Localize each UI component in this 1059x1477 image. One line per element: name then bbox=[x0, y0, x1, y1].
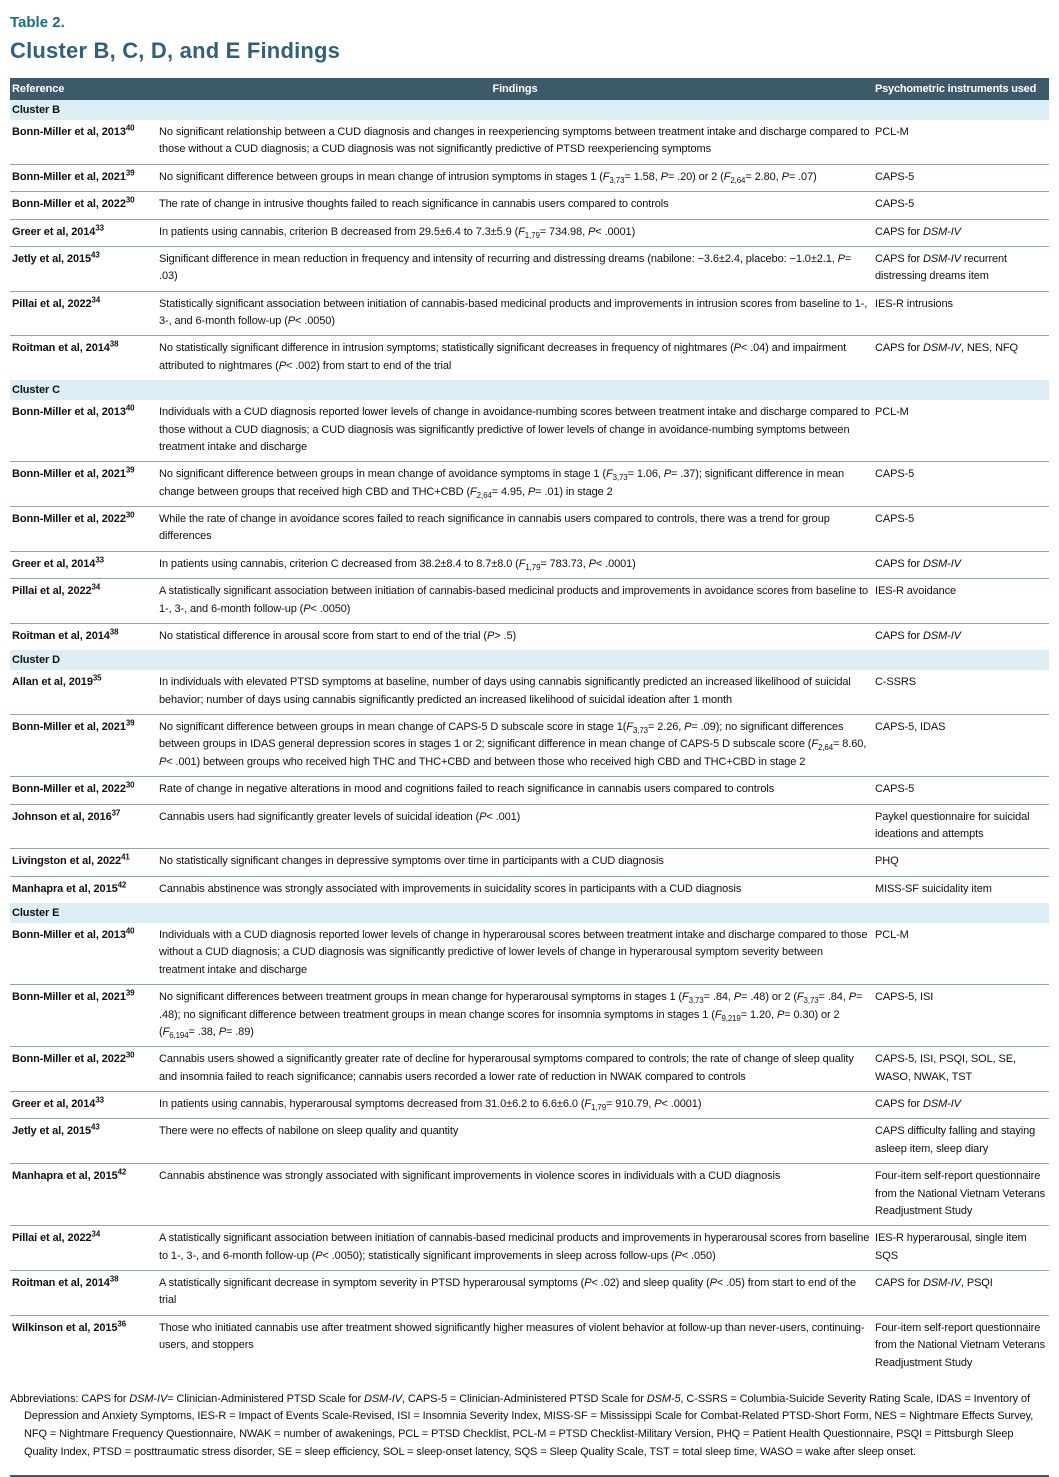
table-row bbox=[10, 849, 1049, 876]
findings-cell: A statistically significant association between initiation of cannabis-based medicinal products and improvements in avoidance scores from baseline to 1-, 3-, and 6-month follow-up (P< .0050) bbox=[159, 585, 869, 615]
findings-cell: Significant difference in mean reduction in frequency and intensity of recurring and distressing dreams (nabilone: −3.6±2.4, placebo: −1.0±2.1, P= .03) bbox=[159, 252, 852, 283]
instruments-cell: C-SSRS bbox=[875, 676, 916, 689]
table-row bbox=[10, 1226, 1049, 1271]
instruments-cell: Four-item self-report questionnaire from the National Vietnam Veterans Readjustment Study bbox=[875, 1170, 1046, 1217]
reference-cell: Bonn-Miller et al, 2021$^{39}$ bbox=[12, 168, 135, 183]
findings-cell: Individuals with a CUD diagnosis reported lower levels of change in hyperarousal scores between treatment intake and discharge compared to those without a CUD diagnosis; a CUD diagnosis was significantly predictive of lower levels of change in hyperarousal symptom severity between treatment intake and discharge bbox=[159, 929, 868, 976]
findings-cell: In patients using cannabis, criterion B decreased from 29.5±6.4 to 7.3±5.9 ($F_{1,79}= 734.98$, P< .0001) bbox=[159, 225, 636, 240]
instruments-cell: Four-item self-report questionnaire from the National Vietnam Veterans Readjustment Study bbox=[875, 1321, 1046, 1369]
instruments-cell: CAPS for DSM-IV bbox=[875, 1098, 961, 1110]
reference-cell: Jetly et al, 2015$^{43}$ bbox=[12, 1122, 100, 1138]
reference-cell: Bonn-Miller et al, 2013$^{40}$ bbox=[12, 926, 135, 941]
section-title: Cluster B bbox=[10, 100, 1049, 120]
table-body bbox=[10, 100, 1049, 1377]
reference-cell: Jetly et al, 2015$^{43}$ bbox=[12, 250, 100, 265]
findings-cell: Rate of change in negative alterations in mood and cognitions failed to reach significance in cannabis users compared to controls bbox=[159, 783, 775, 796]
findings-cell: Individuals with a CUD diagnosis reported lower levels of change in avoidance-numbing scores between treatment intake and discharge compared to those without a CUD diagnosis; a CUD diagnosis was significantly predictive of lower levels of change in avoidance-numbing symptoms between treatment intake and discharge bbox=[159, 406, 870, 453]
instruments-cell: IES-R intrusions bbox=[875, 297, 953, 310]
table-row bbox=[10, 462, 1049, 507]
section-title: Cluster C bbox=[10, 380, 1049, 400]
table-row bbox=[10, 1119, 1049, 1164]
reference-cell: Bonn-Miller et al, 2021$^{39}$ bbox=[12, 988, 135, 1004]
table-row bbox=[10, 579, 1049, 624]
reference-cell: Bonn-Miller et al, 2013$^{40}$ bbox=[12, 403, 135, 419]
table-row bbox=[10, 1271, 1049, 1316]
table-row bbox=[10, 804, 1049, 849]
reference-cell: Manhapra et al, 2015$^{42}$ bbox=[12, 1167, 127, 1183]
abbreviations-footnote: Abbreviations: CAPS for DSM-IV= Clinician-Administered PTSD Scale for DSM-IV, CAPS-5 = Clinician-Administered PTSD Scale for DSM-5, C-SSRS = Columbia-Suicide Severity Rating Scale, IDAS = Inventory of Depression and Anxiety Symptoms, IES-R = Impact of Events Scale-Revised, ISI = Insomnia Severity Index, MISS-SF = Mississippi Scale for Combat-Related PTSD-Short Form, NES = Nightmare Effects Survey, NFQ = Nightmare Frequency Questionnaire, NWAK = number of awakenings, PCL = PTSD Checklist, PCL-M = PTSD Checklist-Military Version, PHQ = Patient Health Questionnaire, PSQI = Pittsburgh Sleep Quality Index, PTSD = posttraumatic stress disorder, SE = sleep efficiency, SOL = sleep-onset latency, SQS = Sleep Quality Scale, TST = total sleep time, WASO = wake after sleep onset. bbox=[10, 1392, 1034, 1458]
instruments-cell: CAPS-5, ISI bbox=[875, 991, 934, 1004]
findings-cell: There were no effects of nabilone on sleep quality and quantity bbox=[159, 1125, 459, 1138]
reference-cell: Bonn-Miller et al, 2022$^{30}$ bbox=[12, 1050, 135, 1066]
table-row bbox=[10, 1047, 1049, 1092]
findings-cell: No statistically significant difference in intrusion symptoms; statistically significant decreases in frequency of nightmares (P< .04) and impairment attributed to nightmares (P< .002) from start to end of the trial bbox=[159, 342, 847, 372]
instruments-cell: CAPS for DSM-IV recurrent distressing dreams item bbox=[875, 252, 1007, 283]
reference-cell: Johnson et al, 2016$^{37}$ bbox=[12, 807, 121, 823]
reference-cell: Greer et al, 2014$^{33}$ bbox=[12, 1095, 104, 1110]
findings-cell: Cannabis users had significantly greater levels of suicidal ideation (P< .001) bbox=[159, 810, 521, 823]
reference-cell: Pillai et al, 2022$^{34}$ bbox=[12, 294, 101, 310]
section-title: Cluster E bbox=[10, 903, 1049, 923]
reference-cell: Allan et al, 2019$^{35}$ bbox=[12, 673, 102, 689]
table-row bbox=[10, 1315, 1049, 1377]
table-row bbox=[10, 876, 1049, 903]
table-row bbox=[10, 246, 1049, 291]
findings-cell: Those who initiated cannabis use after treatment showed significantly higher measures of violent behavior at follow-up than never-users, continuing-users, and stoppers bbox=[159, 1321, 865, 1352]
section-header-row bbox=[10, 903, 1049, 923]
findings-cell: No significant difference between groups in mean change of avoidance symptoms in stage 1 ($F_{3,73}= 1.06$, P= .37); significant difference in mean change between groups that received high CBD and THC+CBD ($F_{2,64}= 4.95$, P= .01) in stage 2 bbox=[159, 468, 845, 500]
reference-cell: Pillai et al, 2022$^{34}$ bbox=[12, 1229, 101, 1245]
reference-cell: Livingston et al, 2022$^{41}$ bbox=[12, 852, 130, 868]
table-row bbox=[10, 164, 1049, 191]
table-number-label: Table 2. bbox=[10, 14, 65, 31]
findings-cell: Cannabis abstinence was strongly associated with significant improvements in violence scores in individuals with a CUD diagnosis bbox=[159, 1170, 781, 1183]
table-row bbox=[10, 1164, 1049, 1226]
instruments-cell: PCL-M bbox=[875, 126, 909, 138]
table-row bbox=[10, 507, 1049, 552]
reference-cell: Wilkinson et al, 2015$^{36}$ bbox=[12, 1319, 127, 1334]
instruments-cell: MISS-SF suicidality item bbox=[875, 882, 992, 895]
col-header-findings: Findings bbox=[157, 78, 873, 100]
findings-cell: No significant differences between treatment groups in mean change for hyperarousal symptoms in stages 1 ($F_{3,73}= .84$, P= .48) or 2 ($F_{3,73}= .84$, P= .48); no significant difference between treatment groups in mean change scores for insomnia symptoms in stages 1 ($F_{9,219}= 1.20$, P= 0.30) or 2 ($F_{6,194}= .38$, P= .89) bbox=[159, 991, 863, 1041]
instruments-cell: CAPS-5, IDAS bbox=[875, 721, 946, 733]
table-row bbox=[10, 120, 1049, 164]
reference-cell: Bonn-Miller et al, 2022$^{30}$ bbox=[12, 510, 135, 525]
reference-cell: Bonn-Miller et al, 2022$^{30}$ bbox=[12, 195, 135, 211]
findings-cell: In individuals with elevated PTSD symptoms at baseline, number of days using cannabis significantly predicted an increased likelihood of suicidal behavior; number of days using cannabis significantly predicted an increased likelihood of suicidal ideation after 1 month bbox=[159, 676, 851, 706]
findings-cell: The rate of change in intrusive thoughts failed to reach significance in cannabis users compared to controls bbox=[159, 198, 669, 211]
reference-cell: Bonn-Miller et al, 2022$^{30}$ bbox=[12, 780, 135, 796]
instruments-cell: CAPS for DSM-IV, PSQI bbox=[875, 1277, 993, 1289]
section-title: Cluster D bbox=[10, 650, 1049, 670]
section-header-row bbox=[10, 650, 1049, 670]
table-row bbox=[10, 291, 1049, 336]
instruments-cell: CAPS-5 bbox=[875, 468, 915, 481]
reference-cell: Greer et al, 2014$^{33}$ bbox=[12, 555, 104, 570]
instruments-cell: CAPS-5 bbox=[875, 513, 915, 525]
findings-cell: No significant relationship between a CUD diagnosis and changes in reexperiencing symptoms between treatment intake and discharge compared to those without a CUD diagnosis; a CUD diagnosis was not significantly predictive of PTSD reexperiencing symptoms bbox=[159, 126, 870, 156]
section-header-row bbox=[10, 380, 1049, 400]
findings-cell: A statistically significant association between initiation of cannabis-based medicinal products and improvements in hyperarousal scores from baseline to 1-, 3-, and 6-month follow-up (P< .0050); statistically significant improvements in sleep across follow-ups (P< .050) bbox=[159, 1232, 870, 1262]
findings-cell: No statistically significant changes in depressive symptoms over time in participants with a CUD diagnosis bbox=[159, 855, 664, 868]
reference-cell: Greer et al, 2014$^{33}$ bbox=[12, 222, 104, 238]
reference-cell: Bonn-Miller et al, 2013$^{40}$ bbox=[12, 123, 135, 138]
table-row bbox=[10, 219, 1049, 246]
table-row bbox=[10, 715, 1049, 777]
instruments-cell: CAPS-5, ISI, PSQI, SOL, SE, WASO, NWAK, TST bbox=[875, 1053, 1016, 1083]
reference-cell: Bonn-Miller et al, 2021$^{39}$ bbox=[12, 718, 135, 733]
table-row bbox=[10, 985, 1049, 1047]
findings-cell: While the rate of change in avoidance scores failed to reach significance in cannabis users compared to controls, there was a trend for group differences bbox=[159, 513, 830, 543]
table-row bbox=[10, 336, 1049, 380]
instruments-cell: CAPS for DSM-IV, NES, NFQ bbox=[875, 342, 1018, 355]
instruments-cell: CAPS-5 bbox=[875, 783, 915, 796]
table-row bbox=[10, 777, 1049, 804]
reference-cell: Bonn-Miller et al, 2021$^{39}$ bbox=[12, 465, 135, 481]
findings-cell: Cannabis users showed a significantly greater rate of decline for hyperarousal symptoms compared to controls; the rate of change of sleep quality and insomnia failed to reach significance; cannabis users recorded a lower rate of reduction in NWAK compared to controls bbox=[159, 1053, 854, 1083]
findings-cell: No significant difference between groups in mean change of intrusion symptoms in stages 1 ($F_{3,73}= 1.58$, P= .20) or 2 ($F_{2,64}= 2.80$, P= .07) bbox=[159, 170, 817, 185]
col-header-reference: Reference bbox=[10, 78, 157, 100]
findings-cell: No statistical difference in arousal score from start to end of the trial (P> .5) bbox=[159, 629, 517, 642]
table-row bbox=[10, 923, 1049, 985]
instruments-cell: Paykel questionnaire for suicidal ideations and attempts bbox=[875, 810, 1030, 840]
reference-cell: Pillai et al, 2022$^{34}$ bbox=[12, 582, 101, 598]
table-row bbox=[10, 623, 1049, 650]
reference-cell: Roitman et al, 2014$^{38}$ bbox=[12, 1274, 119, 1289]
instruments-cell: IES-R avoidance bbox=[875, 585, 957, 598]
page-title: Cluster B, C, D, and E Findings bbox=[10, 38, 341, 63]
instruments-cell: PCL-M bbox=[875, 406, 909, 419]
instruments-cell: CAPS for DSM-IV bbox=[875, 225, 961, 238]
col-header-instruments: Psychometric instruments used bbox=[873, 78, 1049, 100]
findings-table bbox=[10, 78, 1049, 1377]
section-header-row bbox=[10, 100, 1049, 120]
findings-cell: Statistically significant association between initiation of cannabis-based medicinal products and improvements in intrusion scores from baseline to 1-, 3-, and 6-month follow-up (P< .0050) bbox=[159, 297, 868, 327]
instruments-cell: CAPS-5 bbox=[875, 170, 915, 183]
reference-cell: Roitman et al, 2014$^{38}$ bbox=[12, 339, 119, 355]
instruments-cell: IES-R hyperarousal, single item SQS bbox=[875, 1232, 1027, 1262]
instruments-cell: CAPS-5 bbox=[875, 198, 915, 211]
instruments-cell: PHQ bbox=[875, 855, 899, 868]
table-row bbox=[10, 670, 1049, 714]
findings-cell: A statistically significant decrease in symptom severity in PTSD hyperarousal symptoms (P< .02) and sleep quality (P< .05) from start to end of the trial bbox=[159, 1277, 856, 1307]
reference-cell: Roitman et al, 2014$^{38}$ bbox=[12, 627, 119, 642]
instruments-cell: CAPS for DSM-IV bbox=[875, 557, 961, 570]
findings-cell: No significant difference between groups in mean change of CAPS-5 D subscale score in stage $1(F_{3,73}= 2.26$, P= .09); no significant differences between groups in IDAS general depression scores in stages 1 or 2; significant difference in mean change of CAPS-5 D subscale score ($F_{2,64}= 8.60$, P< .001) between groups who received high THC and THC+CBD and between those who received high CBD and THC+CBD in stage 2 bbox=[159, 721, 867, 768]
reference-cell: Manhapra et al, 2015$^{42}$ bbox=[12, 879, 127, 895]
table-row bbox=[10, 551, 1049, 578]
table-header-row bbox=[10, 78, 1049, 100]
table-row bbox=[10, 1092, 1049, 1119]
findings-cell: In patients using cannabis, hyperarousal symptoms decreased from 31.0±6.2 to 6.6±6.0 ($F_{1,79}= 910.79$, P< .0001) bbox=[159, 1098, 702, 1113]
instruments-cell: PCL-M bbox=[875, 929, 909, 941]
table-row bbox=[10, 400, 1049, 462]
table-row bbox=[10, 192, 1049, 219]
instruments-cell: CAPS for DSM-IV bbox=[875, 629, 961, 642]
instruments-cell: CAPS difficulty falling and staying asleep item, sleep diary bbox=[875, 1125, 1036, 1155]
findings-cell: Cannabis abstinence was strongly associated with improvements in suicidality scores in participants with a CUD diagnosis bbox=[159, 882, 742, 895]
findings-cell: In patients using cannabis, criterion C decreased from 38.2±8.4 to 8.7±8.0 ($F_{1,79}= 783.73$, P< .0001) bbox=[159, 557, 636, 572]
